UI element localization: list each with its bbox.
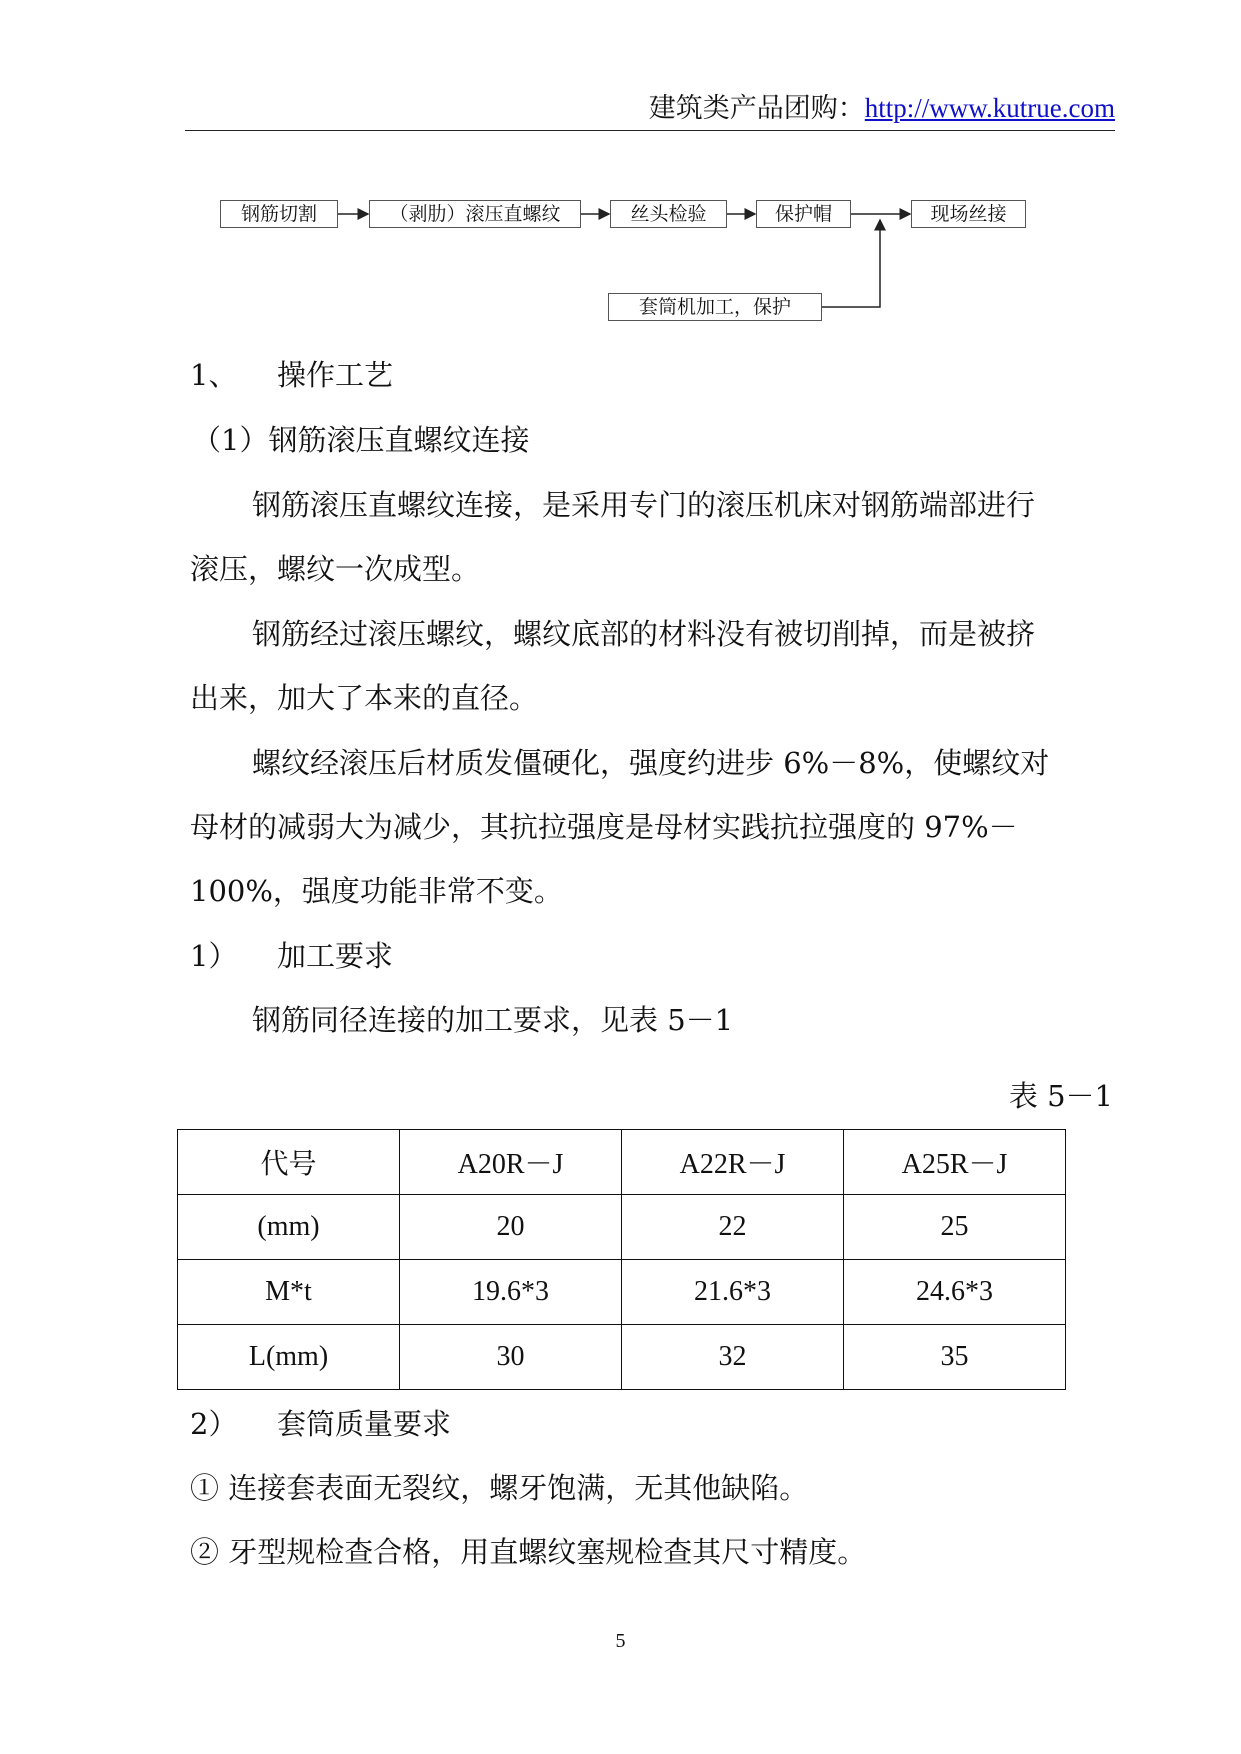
section-heading <box>190 355 393 395</box>
table-cell: L(mm) <box>178 1325 400 1390</box>
page-number: 5 <box>615 1630 626 1652</box>
flow-step-cutting: 钢筋切割 <box>220 200 338 228</box>
table-cell: A22R－J <box>622 1130 844 1195</box>
paragraph-3-line-2: 母材的减弱大为减少，其抗拉强度是母材实践抗拉强度的 97%－ <box>190 810 1018 844</box>
table-cell: 代号 <box>178 1130 400 1195</box>
table-caption: 表 5－1 <box>1008 1079 1113 1113</box>
table-cell: M*t <box>178 1260 400 1325</box>
flowchart-connectors <box>0 0 1241 340</box>
header-text: 建筑类产品团购： <box>648 93 865 124</box>
item-heading-2 <box>190 1404 451 1444</box>
table-cell: (mm) <box>178 1195 400 1260</box>
paragraph-3-line-3: 100%，强度功能非常不变。 <box>190 874 563 908</box>
item-heading-1 <box>190 936 393 976</box>
subsection-heading: （1）钢筋滚压直螺纹连接 <box>192 423 530 457</box>
section-title: 操作工艺 <box>277 358 394 392</box>
flow-step-cap: 保护帽 <box>756 200 851 228</box>
table-cell: 35 <box>844 1325 1066 1390</box>
table-cell: 24.6*3 <box>844 1260 1066 1325</box>
table-cell: 25 <box>844 1195 1066 1260</box>
table-row <box>178 1260 1066 1325</box>
table-row <box>178 1195 1066 1260</box>
table-cell: 30 <box>400 1325 622 1390</box>
header-link[interactable]: http://www.kutrue.com <box>864 93 1115 123</box>
table-cell: 19.6*3 <box>400 1260 622 1325</box>
requirement-1: ① 连接套表面无裂纹，螺牙饱满，无其他缺陷。 <box>190 1471 809 1505</box>
section-number: 1、 <box>190 358 238 392</box>
paragraph-2-line-1: 钢筋经过滚压螺纹，螺纹底部的材料没有被切削掉，而是被挤 <box>252 617 1036 651</box>
table-cell: A25R－J <box>844 1130 1066 1195</box>
requirement-2: ② 牙型规检查合格，用直螺纹塞规检查其尺寸精度。 <box>190 1535 867 1569</box>
table-cell: A20R－J <box>400 1130 622 1195</box>
table-cell: 21.6*3 <box>622 1260 844 1325</box>
item-number-2: 2） <box>190 1407 238 1441</box>
paragraph-3-line-1: 螺纹经滚压后材质发僵硬化，强度约进步 6%－8%，使螺纹对 <box>252 746 1050 780</box>
item-title-1: 加工要求 <box>277 939 394 973</box>
table-intro: 钢筋同径连接的加工要求，见表 5－1 <box>252 1003 734 1037</box>
table-cell: 20 <box>400 1195 622 1260</box>
paragraph-1-line-2: 滚压，螺纹一次成型。 <box>190 552 481 586</box>
process-flowchart <box>0 0 1241 340</box>
requirements-table <box>177 1129 1066 1390</box>
flow-step-rolling: （剥肋）滚压直螺纹 <box>369 200 581 228</box>
paragraph-2-line-2: 出来，加大了本来的直径。 <box>190 681 539 715</box>
table-row <box>178 1130 1066 1195</box>
flow-step-inspection: 丝头检验 <box>610 200 727 228</box>
arrow-side <box>822 220 880 307</box>
table-row <box>178 1325 1066 1390</box>
flow-side-step: 套筒机加工，保护 <box>608 293 822 321</box>
table-cell: 22 <box>622 1195 844 1260</box>
flow-step-splicing: 现场丝接 <box>911 200 1026 228</box>
item-number-1: 1） <box>190 939 238 973</box>
item-title-2: 套筒质量要求 <box>277 1407 452 1441</box>
paragraph-1-line-1: 钢筋滚压直螺纹连接，是采用专门的滚压机床对钢筋端部进行 <box>252 488 1036 522</box>
table-cell: 32 <box>622 1325 844 1390</box>
